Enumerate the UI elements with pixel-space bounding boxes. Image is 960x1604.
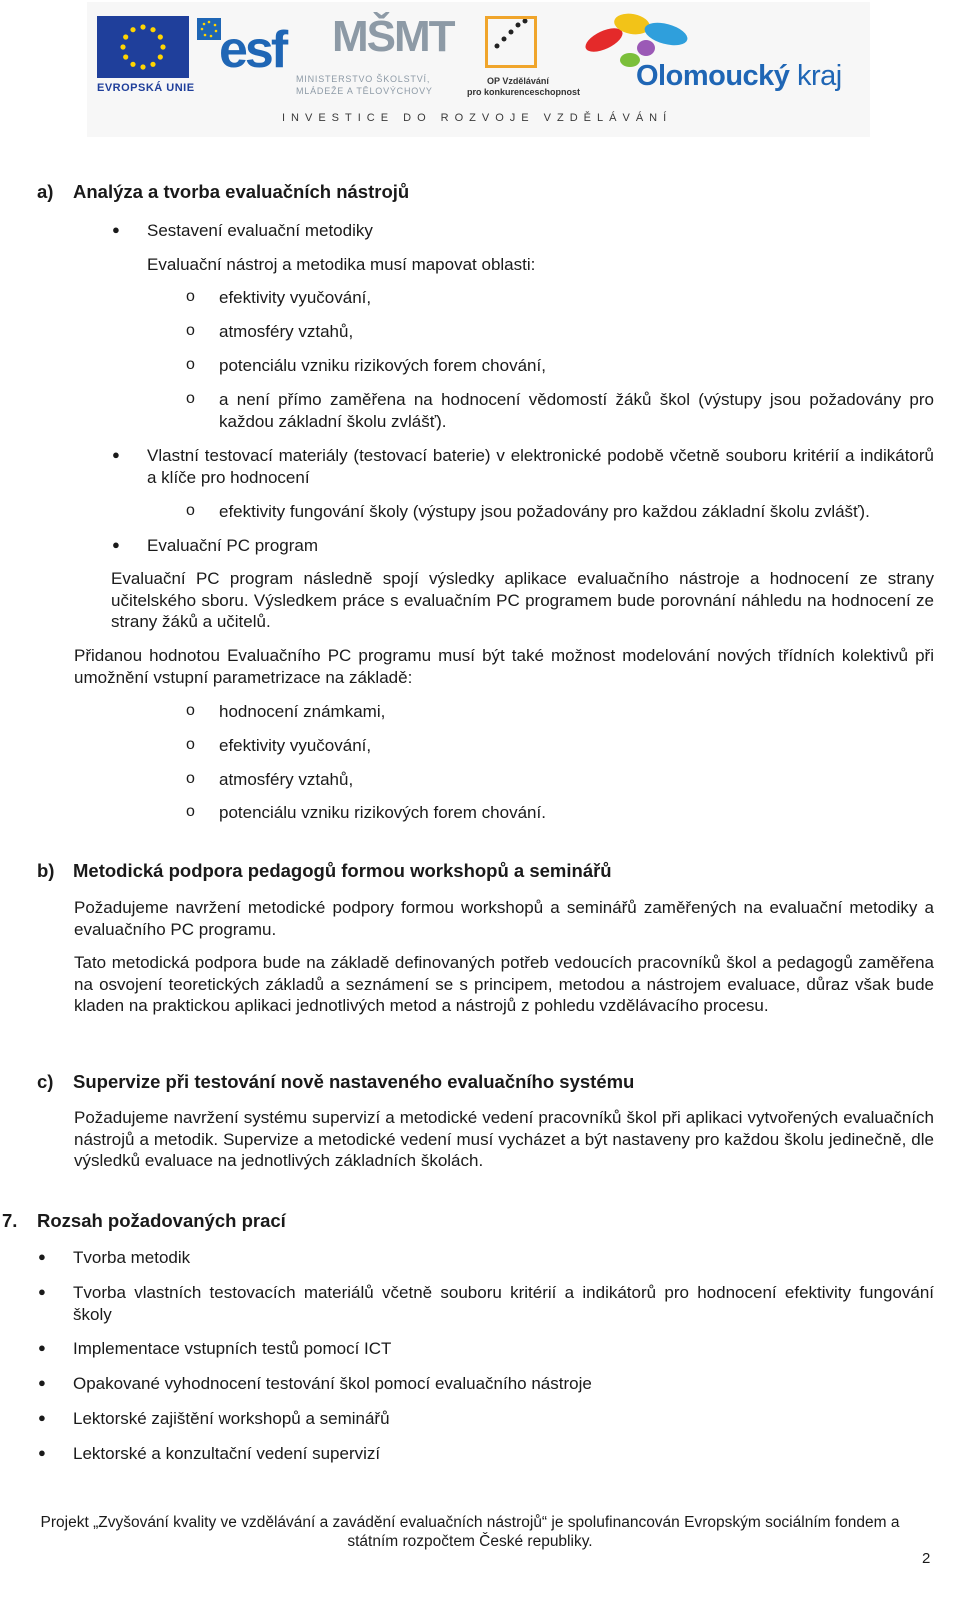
work-item: Lektorské a konzultační vedení supervizí: [73, 1444, 381, 1463]
tagline: INVESTICE DO ROZVOJE VZDĚLÁVÁNÍ: [282, 112, 673, 124]
area-item: a není přímo zaměřena na hodnocení vědomostí žáků škol (výstupy jsou požadovány pro každou základní školu zvlášť).: [219, 390, 934, 431]
op-dots-icon: [488, 19, 534, 65]
footer-line2: státním rozpočtem České republiky.: [347, 1533, 593, 1550]
bullet-icon: ●: [38, 1284, 46, 1299]
circle-bullet-icon: o: [186, 356, 195, 373]
footer: [8, 1513, 932, 1551]
msmt-mark: MŠMT: [332, 12, 454, 61]
area-item: potenciálu vzniku rizikových forem chování,: [219, 356, 546, 375]
bullet-icon: ●: [112, 222, 120, 237]
eu-stars-icon: [97, 16, 189, 78]
param-item: hodnocení známkami,: [219, 702, 386, 721]
op-logo: [467, 14, 581, 104]
msmt-logo: [292, 12, 457, 102]
section-a-para1: Evaluační PC program následně spojí výsledky aplikace evaluačního nástroje a hodnocení ze strany učitelského sboru. Výsledkem práce s evaluačním PC programem bude porovnání náhledu na hodnocení ze strany žáků a učitelů.: [111, 569, 934, 631]
section-a-bullet2-sub: efektivity fungování školy (výstupy jsou požadovány pro každou základní školu zvlášť).: [219, 502, 870, 521]
section-7-title: Rozsah požadovaných prací: [37, 1210, 286, 1231]
param-item: potenciálu vzniku rizikových forem chování.: [219, 803, 546, 822]
esf-logo: [197, 16, 287, 80]
bullet-icon: ●: [38, 1340, 46, 1355]
circle-bullet-icon: o: [186, 803, 195, 820]
param-item: efektivity vyučování,: [219, 736, 372, 755]
param-item: atmosféry vztahů,: [219, 770, 354, 789]
work-item: Implementace vstupních testů pomocí ICT: [73, 1339, 392, 1358]
bullet-icon: ●: [112, 537, 120, 552]
work-item: Tvorba vlastních testovacích materiálů včetně souboru kritérií a indikátorů pro hodnocení efektivity fungování školy: [73, 1283, 934, 1324]
section-b-label: b): [37, 860, 55, 881]
olomoucky-kraj-logo: [582, 10, 862, 105]
section-a-intro: Evaluační nástroj a metodika musí mapovat oblasti:: [147, 255, 536, 274]
footer-line1: Projekt „Zvyšování kvality ve vzdělávání a zavádění evaluačních nástrojů“ je spolufinancován Evropským sociálním fondem a: [40, 1514, 900, 1531]
esf-stars-icon: [197, 18, 221, 40]
section-c-label: c): [37, 1071, 54, 1092]
area-item: atmosféry vztahů,: [219, 322, 354, 341]
bullet-icon: ●: [38, 1375, 46, 1390]
olomoucky-bold: Olomoucký: [636, 60, 790, 92]
circle-bullet-icon: o: [186, 502, 195, 519]
work-item: Tvorba metodik: [73, 1248, 191, 1267]
eu-label: EVROPSKÁ UNIE: [97, 82, 195, 94]
msmt-line1: MINISTERSTVO ŠKOLSTVÍ,: [296, 74, 431, 84]
eu-flag-logo: [97, 16, 189, 78]
work-item: Opakované vyhodnocení testování škol pomocí evaluačního nástroje: [73, 1374, 592, 1393]
section-a-bullet2: Vlastní testovací materiály (testovací baterie) v elektronické podobě včetně souboru kritérií a indikátorů a klíče pro hodnocení: [147, 446, 934, 487]
circle-bullet-icon: o: [186, 702, 195, 719]
work-item: Lektorské zajištění workshopů a seminářů: [73, 1409, 390, 1428]
olomoucky-thin: kraj: [797, 60, 842, 92]
section-a-bullet3: Evaluační PC program: [147, 536, 319, 555]
circle-bullet-icon: o: [186, 770, 195, 787]
bullet-icon: ●: [38, 1445, 46, 1460]
section-7-number: 7.: [2, 1210, 18, 1231]
circle-bullet-icon: o: [186, 390, 195, 407]
section-b-para2: Tato metodická podpora bude na základě definovaných potřeb vedoucích pracovníků škol a pedagogů zaměřena na osvojení teoretických základů a seznámení se s principem, metodou a nástrojem evaluace, důraz však bude kladen na praktickou aplikaci jednotlivých metod a nástrojů z pohledu vzdělávacího procesu.: [74, 953, 934, 1015]
circle-bullet-icon: o: [186, 736, 195, 753]
bullet-icon: ●: [38, 1249, 46, 1264]
section-c-title: Supervize při testování nově nastaveného evaluačního systému: [73, 1071, 635, 1092]
circle-bullet-icon: o: [186, 322, 195, 339]
section-b-title: Metodická podpora pedagogů formou workshopů a seminářů: [73, 860, 612, 881]
circle-bullet-icon: o: [186, 288, 195, 305]
section-c-para1: Požadujeme navržení systému supervizí a metodické vedení pracovníků škol při aplikaci vytvořených evaluačních nástrojů a metodik. Supervize a metodické vedení musí vycházet a být nastaveny pro každou školu jedinečně, dle výsledků evaluace na jednotlivých základních školách.: [74, 1108, 934, 1170]
section-a-title: Analýza a tvorba evaluačních nástrojů: [73, 181, 410, 202]
esf-square-icon: [197, 18, 221, 40]
esf-wordmark: esf: [219, 21, 286, 79]
msmt-line2: MLÁDEŽE A TĚLOVÝCHOVY: [296, 86, 433, 96]
bullet-icon: ●: [38, 1410, 46, 1425]
logo-banner: [87, 2, 870, 137]
page-number: 2: [922, 1550, 931, 1567]
section-b-para1: Požadujeme navržení metodické podpory formou workshopů a seminářů zaměřených na evaluační metodiky a evaluačního PC programu.: [74, 898, 934, 939]
section-a-bullet1: Sestavení evaluační metodiky: [147, 221, 373, 240]
olomoucky-kraj-wordmark: [636, 60, 842, 93]
op-line1: OP Vzdělávání: [487, 76, 549, 86]
section-a-para2: Přidanou hodnotou Evaluačního PC programu musí být také možnost modelování nových třídních kolektivů při umožnění vstupní parametrizace na základě:: [74, 646, 934, 687]
section-a-label: a): [37, 181, 54, 202]
op-frame-icon: [485, 16, 537, 68]
bullet-icon: ●: [112, 447, 120, 462]
op-line2: pro konkurenceschopnost: [467, 87, 581, 97]
area-item: efektivity vyučování,: [219, 288, 372, 307]
